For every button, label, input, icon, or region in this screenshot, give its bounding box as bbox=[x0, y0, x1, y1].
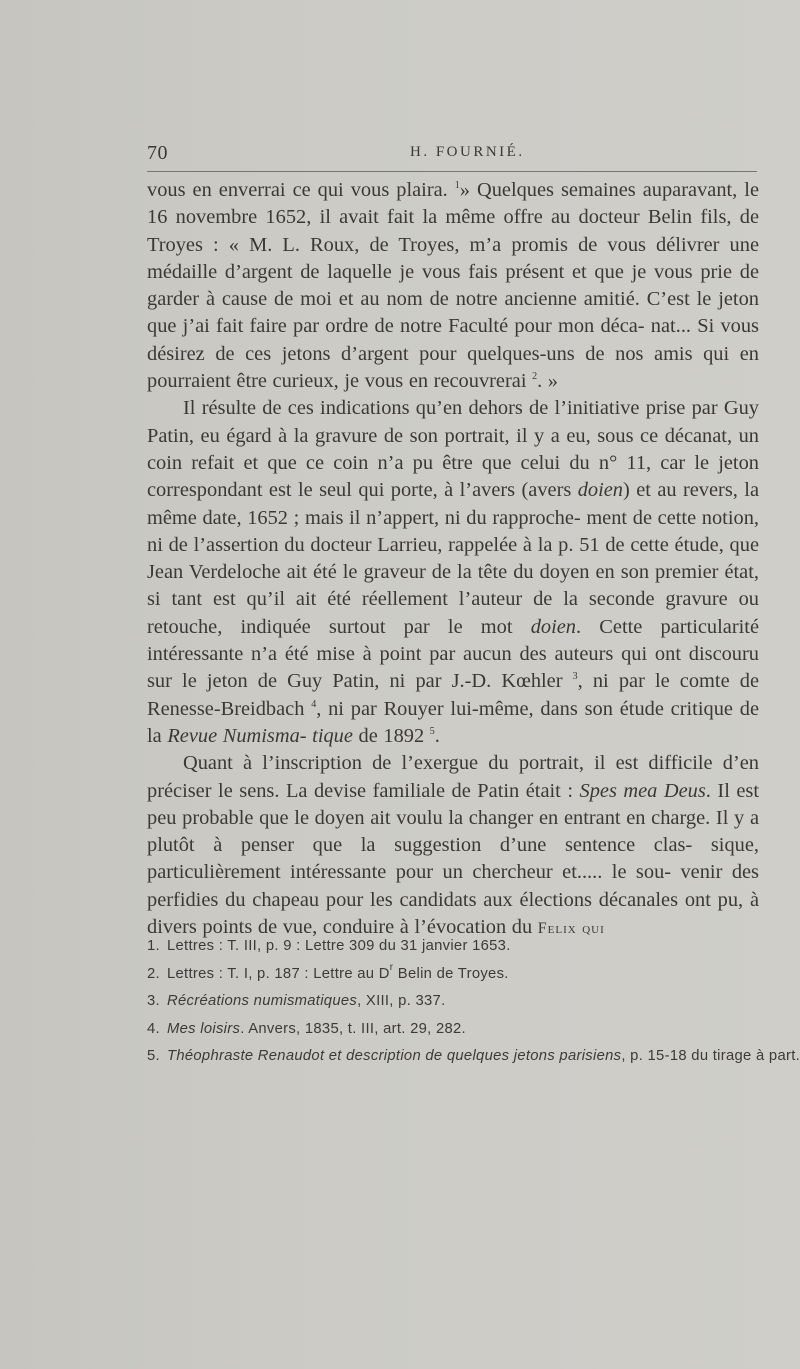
text-run: Il résulte de ces indications qu’en dehors de l’initiative prise par Guy Patin, eu égard à la gravure de son portrait, il y a eu, sous ce décanat, un coin refait et que ce coin n’a pu être que celui du n° 11, car le jeton correspondant est le seul qui porte, à l’avers (avers bbox=[147, 397, 759, 502]
text-run: ) et au revers, la même date, 1652 ; mais il n’appert, ni du rapproche- ment de cette notion, ni de l’assertion du docteur Larrieu, rappelée à la p. 51 de cette étude, que Jean Verdeloche ait été le graveur de la tête du doyen en son premier état, si tant est qu’il ait été réellement l’auteur de la seconde gravure ou retouche, indiquée surtout par le mot bbox=[147, 479, 759, 638]
text-run: Belin de Troyes. bbox=[393, 965, 509, 982]
italic-text: Récréations numismatiques bbox=[167, 993, 358, 1009]
small-caps-text: Felix qui bbox=[537, 920, 605, 938]
text-run: Quant à l’inscription de l’exergue du portrait, il est difficile d’en préciser le sens. La devise familiale de Patin était : bbox=[147, 752, 759, 802]
footnote bbox=[147, 961, 767, 989]
footnote-ref: 3 bbox=[572, 671, 578, 683]
italic-text: Théophraste Renaudot et description de quelques jetons parisiens bbox=[167, 1048, 622, 1064]
footnote-number: 2. bbox=[147, 965, 160, 982]
footnote-ref: 4 bbox=[311, 698, 317, 710]
text-run: de 1892 bbox=[352, 724, 430, 747]
footnote bbox=[147, 1043, 800, 1071]
footnote-number: 4. bbox=[147, 1020, 160, 1037]
footnote bbox=[147, 988, 767, 1016]
text-run: , p. 15-18 du tirage à part. bbox=[621, 1048, 800, 1064]
italic-text: Mes loisirs bbox=[167, 1020, 241, 1037]
footnote bbox=[147, 933, 767, 961]
text-run: . Cette particularité intéressante n’a été mise à point par aucun des auteurs qui ont discouru sur le jeton de Guy Patin, ni par J.-D. Kœhler bbox=[147, 615, 760, 693]
footnotes bbox=[147, 933, 800, 1071]
header-rule bbox=[147, 171, 757, 172]
footnote-ref: 2 bbox=[532, 371, 538, 383]
footnote-ref: r bbox=[389, 961, 394, 973]
footnote-number: 3. bbox=[147, 993, 160, 1009]
footnote-number: 5. bbox=[147, 1048, 160, 1064]
text-run: , ni par Rouyer lui-même, dans son étude critique de la bbox=[147, 697, 759, 747]
text-run: » Quelques semaines auparavant, le 16 novembre 1652, il avait fait la même offre au docteur Belin fils, de Troyes : « M. L. Roux, de Troyes, m’a promis de vous délivrer une médaille d’argent de laquelle je vous fais présent et que je vous prie de garder à cause de moi et au nom de notre ancienne amitié. C’est le jeton que j’ai fait faire par ordre de notre Faculté pour mon déca- nat... Si vous désirez de ces jetons d’argent pour quelques-uns de nos amis qui en pourraient être curieux, je vous en recouvrerai bbox=[147, 179, 759, 393]
footnote-ref: 1 bbox=[454, 180, 460, 191]
text-run: Lettres : T. I, p. 187 : Lettre au D bbox=[167, 965, 390, 982]
text-run: . Anvers, 1835, t. III, art. 29, 282. bbox=[240, 1020, 466, 1037]
text-run: , ni par le comte de Renesse-Breidbach bbox=[147, 670, 759, 720]
paragraph bbox=[147, 750, 759, 942]
footnote-ref: 5 bbox=[429, 725, 435, 737]
text-run: vous en enverrai ce qui vous plaira. bbox=[147, 179, 455, 201]
text-run: , XIII, p. 337. bbox=[357, 993, 446, 1009]
running-head: H. FOURNIÉ. bbox=[410, 144, 525, 160]
text-run: . Il est peu probable que le doyen ait voulu la changer en entrant en charge. Il y a plutôt à penser que la suggestion d’une sentence clas- sique, particulièrement intéressante pour un chercheur et..... le sou- venir des perfidies du chapeau pour les candidats aux élections décanales ont pu, à divers points de vue, conduire à l’évocation du bbox=[147, 779, 760, 939]
text-run: . bbox=[434, 724, 440, 747]
page-number: 70 bbox=[147, 142, 168, 164]
paragraph bbox=[147, 177, 759, 395]
italic-text: doien bbox=[530, 615, 577, 638]
paragraph bbox=[147, 395, 759, 750]
text-run: Lettres : T. III, p. 9 : Lettre 309 du 31 janvier 1653. bbox=[167, 938, 511, 954]
body-text bbox=[147, 177, 759, 942]
italic-text: doien bbox=[577, 479, 624, 502]
footnote-number: 1. bbox=[147, 938, 160, 954]
italic-text: Spes mea Deus bbox=[579, 779, 706, 802]
text-run: . » bbox=[537, 370, 558, 393]
italic-text: Revue Numisma- tique bbox=[167, 724, 353, 747]
page-header bbox=[147, 140, 757, 166]
footnote bbox=[147, 1016, 767, 1044]
